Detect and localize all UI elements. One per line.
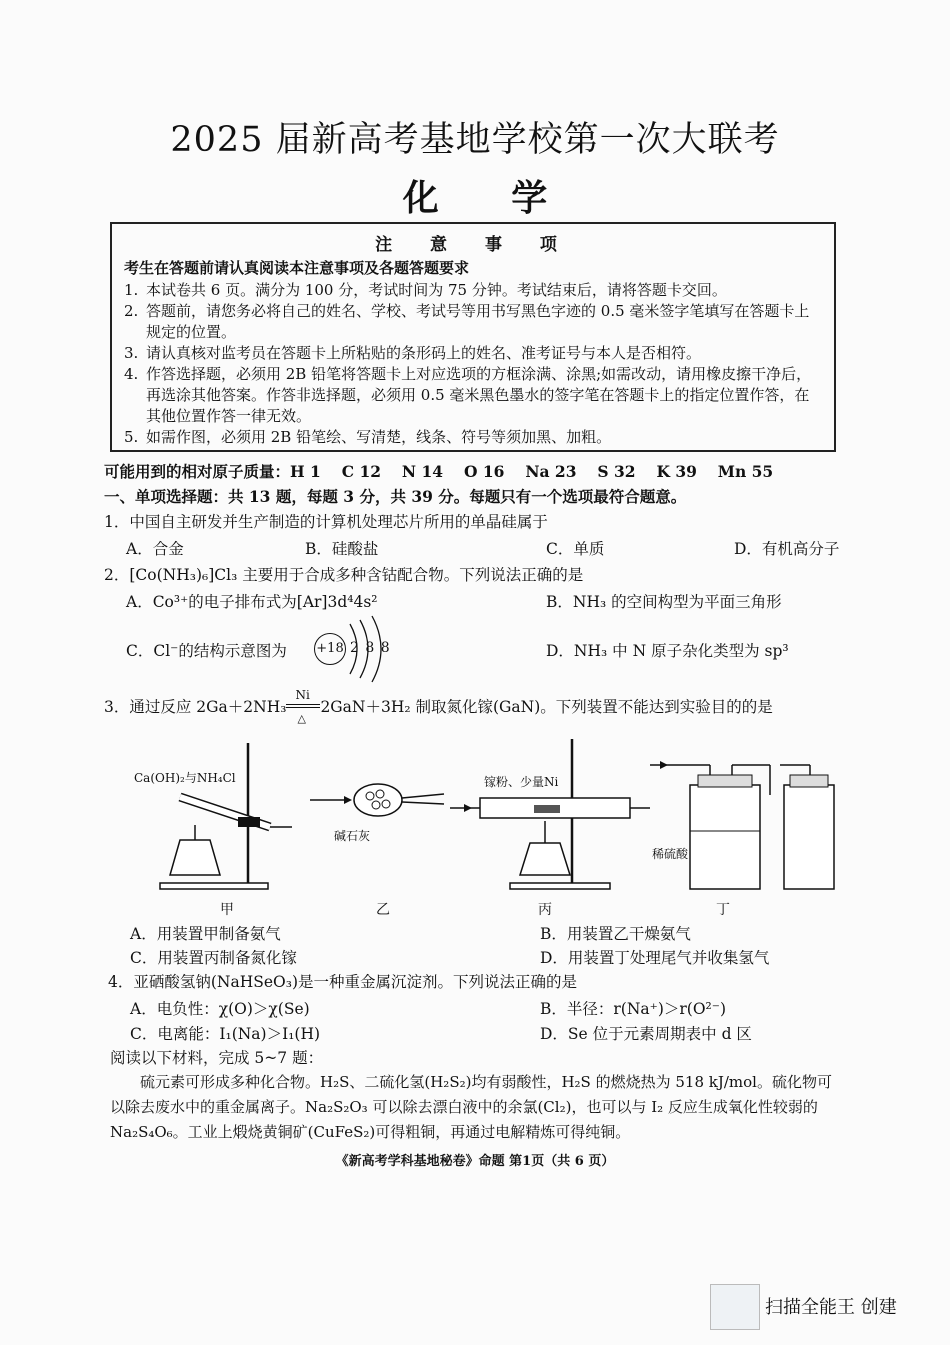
q3-option-d: D．用装置丁处理尾气并收集氢气 xyxy=(540,949,770,967)
atomic-masses: 可能用到的相对原子质量：H 1 C 12 N 14 O 16 Na 23 S 32 K 39 Mn 55 xyxy=(104,462,774,481)
cl-structure-diagram xyxy=(312,616,402,686)
notice-item xyxy=(124,280,824,301)
q3-stem xyxy=(104,688,773,725)
q4-stem: 4．亚硒酸氢钠(NaHSeO₃)是一种重金属沉淀剂。下列说法正确的是 xyxy=(108,973,577,991)
figure-label-bing: 丙 xyxy=(538,902,552,918)
q3-stem-pre: 3．通过反应 2Ga＋2NH₃ xyxy=(104,698,287,716)
section-heading: 一、单项选择题：共 13 题，每题 3 分，共 39 分。每题只有一个选项最符合题意。 xyxy=(104,487,687,506)
notice-num: 1. xyxy=(124,281,139,299)
q1-option-c: C．单质 xyxy=(546,540,605,558)
exam-title: 2025 届新高考基地学校第一次大联考 xyxy=(170,120,780,160)
apparatus-yi-drawing xyxy=(310,780,450,840)
apparatus-figure xyxy=(120,735,840,920)
reading-intro: 阅读以下材料，完成 5~7 题： xyxy=(110,1049,324,1067)
ding-reagent-label: 稀硫酸 xyxy=(652,847,689,861)
notice-item xyxy=(124,301,824,343)
heat-label: △ xyxy=(297,712,306,725)
apparatus-bing-drawing xyxy=(450,735,650,905)
equal-line-1 xyxy=(286,704,320,705)
q2-option-b: B．NH₃ 的空间构型为平面三角形 xyxy=(546,593,782,611)
q1-option-d: D．有机高分子 xyxy=(734,540,840,558)
cl-shells: 2 8 8 xyxy=(350,640,391,656)
notice-box xyxy=(110,222,836,452)
apparatus-jia-drawing xyxy=(120,735,300,905)
cl-nucleus: +18 xyxy=(314,633,346,665)
q4-option-b: B．半径：r(Na⁺)＞r(O²⁻) xyxy=(540,1000,726,1018)
notice-item xyxy=(124,364,824,427)
q1-option-a: A．合金 xyxy=(126,540,184,558)
figure-label-ding: 丁 xyxy=(716,902,730,918)
subject-title: 化 学 xyxy=(402,177,578,219)
q1-option-b: B．硅酸盐 xyxy=(305,540,379,558)
notice-item xyxy=(124,427,824,448)
q4-option-d: D．Se 位于元素周期表中 d 区 xyxy=(540,1025,752,1043)
page-footer: 《新高考学科基地秘卷》命题 第1页（共 6 页） xyxy=(335,1154,615,1169)
notice-text: 作答选择题，必须用 2B 铅笔将答题卡上对应选项的方框涂满、涂黑;如需改动，请用橡皮擦干净后，再选涂其他答案。作答非选择题，必须用 0.5 毫米黑色墨水的签字笔在答题卡上的指定位置作答，在其他位置作答一律无效。 xyxy=(146,365,812,425)
notice-subheading: 考生在答题前请认真阅读本注意事项及各题答题要求 xyxy=(124,259,470,277)
yi-reagent-label: 碱石灰 xyxy=(334,829,371,843)
q3-option-a: A．用装置甲制备氨气 xyxy=(130,925,281,943)
catalyst-label: Ni xyxy=(295,688,310,702)
cl-shell-arcs xyxy=(312,616,402,686)
notice-item xyxy=(124,343,824,364)
figure-label-yi: 乙 xyxy=(376,902,390,918)
notice-text: 如需作图，必须用 2B 铅笔绘、写清楚，线条、符号等须加黑、加粗。 xyxy=(146,428,612,446)
q3-option-c: C．用装置丙制备氮化镓 xyxy=(130,949,297,967)
notice-num: 5. xyxy=(124,428,139,446)
notice-text: 请认真核对监考员在答题卡上所粘贴的条形码上的姓名、准考证号与本人是否相符。 xyxy=(146,344,702,362)
q1-stem: 1．中国自主研发并生产制造的计算机处理芯片所用的单晶硅属于 xyxy=(104,513,548,531)
bing-reagent-label: 镓粉、少量Ni xyxy=(484,775,559,789)
q2-option-c: C．Cl⁻的结构示意图为 xyxy=(126,642,287,660)
apparatus-ding-drawing xyxy=(650,735,840,905)
q3-option-b: B．用装置乙干燥氨气 xyxy=(540,925,691,943)
reaction-arrow xyxy=(286,688,320,725)
notice-num: 4. xyxy=(124,365,139,383)
reading-passage: 硫元素可形成多种化合物。H₂S、二硫化氢(H₂S₂)均有弱酸性，H₂S 的燃烧热为 518 kJ/mol。硫化物可以除去废水中的重金属离子。Na₂S₂O₃ 可以除去漂白液中的余氯(Cl₂)，也可以与 I₂ 反应生成氧化性较弱的 Na₂S₄O₆。工业上煅烧黄铜矿(CuFeS₂)可得粗铜，再通过电解精炼可得纯铜。 xyxy=(110,1073,832,1141)
q2-option-a: A．Co³⁺的电子排布式为[Ar]3d⁴4s² xyxy=(126,593,378,611)
jia-reagent-label: Ca(OH)₂与NH₄Cl xyxy=(134,771,236,785)
figure-label-jia: 甲 xyxy=(220,902,234,918)
notice-num: 3. xyxy=(124,344,139,362)
notice-text: 答题前，请您务必将自己的姓名、学校、考试号等用书写黑色字迹的 0.5 毫米签字笔填写在答题卡上规定的位置。 xyxy=(146,302,810,341)
notice-num: 2. xyxy=(124,302,139,320)
q4-option-c: C．电离能：I₁(Na)＞I₁(H) xyxy=(130,1025,321,1043)
qr-code-icon xyxy=(710,1284,760,1330)
q2-stem: 2．[Co(NH₃)₆]Cl₃ 主要用于合成多种含钴配合物。下列说法正确的是 xyxy=(104,566,584,584)
notice-heading: 注 意 事 项 xyxy=(375,235,573,255)
q4-option-a: A．电负性：χ(O)＞χ(Se) xyxy=(130,1000,310,1018)
q2-option-d: D．NH₃ 中 N 原子杂化类型为 sp³ xyxy=(546,642,789,660)
notice-text: 本试卷共 6 页。满分为 100 分，考试时间为 75 分钟。考试结束后，请将答题卡交回。 xyxy=(146,281,727,299)
q3-stem-post: 2GaN＋3H₂ 制取氮化镓(GaN)。下列装置不能达到实验目的的是 xyxy=(320,698,773,716)
scanner-watermark: 扫描全能王 创建 xyxy=(765,1297,897,1318)
